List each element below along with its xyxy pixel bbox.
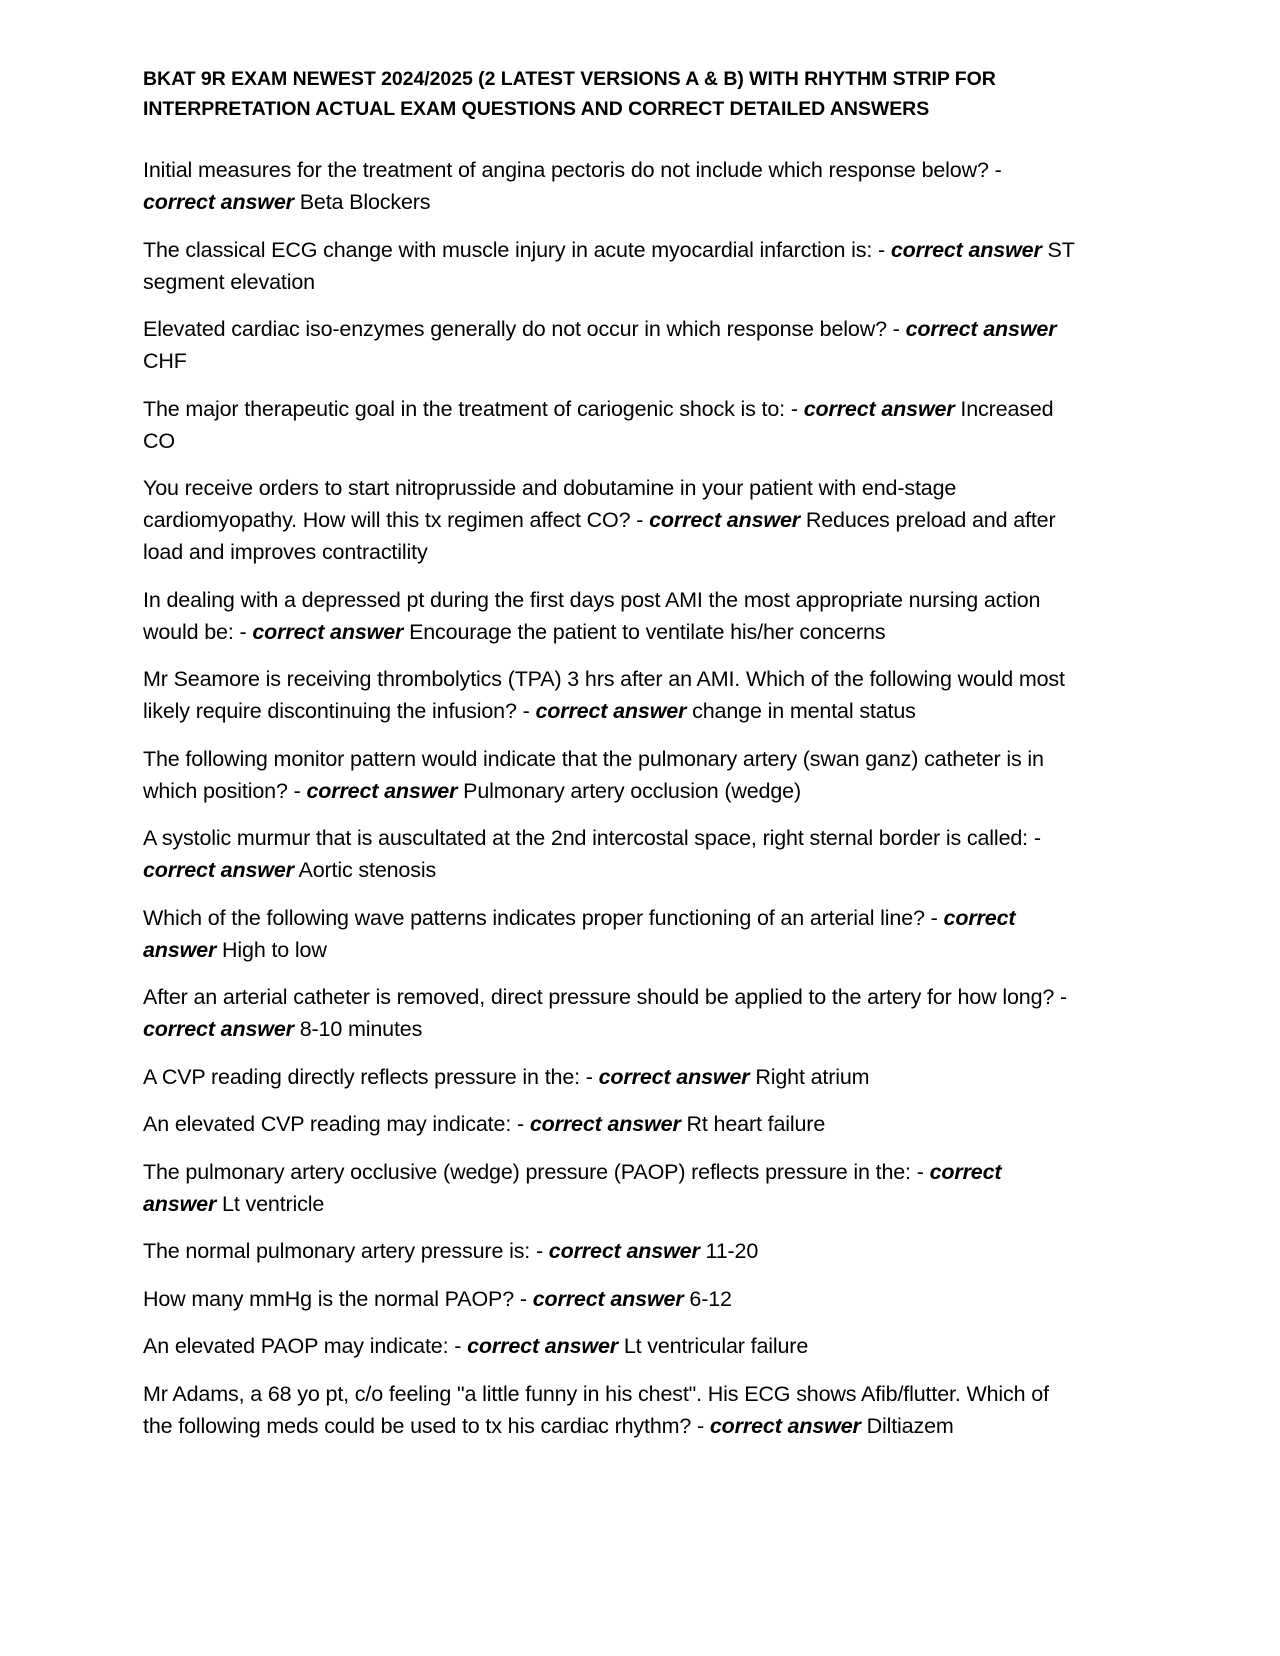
correct-answer-marker: correct answer: [709, 1413, 861, 1438]
qa-separator: -: [872, 237, 891, 262]
question-text: The normal pulmonary artery pressure is:: [143, 1239, 531, 1263]
answer-text: Reduces preload and after load and improves contractility: [143, 508, 1056, 564]
qa-separator: -: [448, 1334, 468, 1358]
qa-separator: -: [1028, 826, 1041, 850]
question-text: In dealing with a depressed pt during the first days post AMI the most appropriate nursing action would be:: [143, 587, 1041, 644]
question-text: The following monitor pattern would indicate that the pulmonary artery (swan ganz) catheter is in which position?: [143, 746, 1044, 803]
question-text: An elevated PAOP may indicate:: [143, 1334, 449, 1358]
qa-block: [143, 584, 1075, 648]
question-text: The major therapeutic goal in the treatment of cariogenic shock is to:: [143, 396, 786, 421]
qa-block: [143, 234, 1075, 298]
correct-answer-marker: correct answer: [890, 237, 1042, 262]
qa-block: [143, 981, 1075, 1045]
answer-text: CHF: [143, 349, 187, 373]
qa-block: [143, 822, 1075, 886]
correct-answer-marker: correct answer: [529, 1112, 681, 1136]
correct-answer-marker: correct answer: [598, 1064, 750, 1089]
answer-text: Beta Blockers: [299, 190, 431, 214]
question-text: An elevated CVP reading may indicate:: [143, 1112, 512, 1136]
question-text: Mr Adams, a 68 yo pt, c/o feeling "a little funny in his chest". His ECG shows Afib/flutter. Which of the following meds could be used to tx his cardiac rhythm?: [143, 1381, 1049, 1438]
qa-separator: -: [511, 1112, 530, 1136]
correct-answer-marker: correct answer: [252, 619, 404, 644]
qa-block: [143, 1108, 1075, 1140]
answer-text: Increased CO: [143, 396, 1054, 453]
qa-separator: -: [924, 905, 944, 930]
question-answer-list: [143, 154, 1075, 1442]
question-text: A systolic murmur that is auscultated at the 2nd intercostal space, right sternal border is called:: [143, 826, 1029, 850]
correct-answer-marker: correct answer: [143, 190, 294, 214]
qa-separator: -: [630, 508, 650, 532]
qa-block: [143, 743, 1075, 807]
qa-block: [143, 154, 1075, 218]
qa-separator: -: [691, 1413, 710, 1438]
qa-block: [143, 1330, 1075, 1362]
correct-answer-marker: correct answer: [143, 858, 294, 882]
correct-answer-marker: correct answer: [143, 905, 1016, 962]
question-text: A CVP reading directly reflects pressure in the:: [143, 1064, 580, 1089]
correct-answer-marker: correct answer: [143, 1017, 294, 1041]
question-text: After an arterial catheter is removed, direct pressure should be applied to the artery for how long?: [143, 985, 1055, 1009]
qa-separator: -: [1054, 985, 1068, 1009]
question-text: Which of the following wave patterns indicates proper functioning of an arterial line?: [143, 905, 925, 930]
answer-text: Lt ventricular failure: [623, 1334, 809, 1358]
question-text: Mr Seamore is receiving thrombolytics (TPA) 3 hrs after an AMI. Which of the following would most likely require discontinuing the infusion?: [143, 667, 1065, 723]
qa-block: [143, 1283, 1075, 1315]
question-text: The pulmonary artery occlusive (wedge) pressure (PAOP) reflects pressure in the:: [143, 1159, 911, 1184]
qa-block: [143, 393, 1075, 457]
answer-text: 11-20: [705, 1239, 759, 1263]
answer-text: Rt heart failure: [686, 1112, 826, 1136]
qa-block: [143, 1061, 1075, 1093]
qa-separator: -: [988, 158, 1002, 182]
correct-answer-marker: correct answer: [905, 317, 1057, 341]
correct-answer-marker: correct answer: [803, 396, 955, 421]
qa-separator: -: [516, 699, 536, 723]
correct-answer-marker: correct answer: [467, 1334, 618, 1358]
answer-text: 6-12: [689, 1286, 732, 1311]
qa-block: [143, 902, 1075, 966]
correct-answer-marker: correct answer: [306, 778, 458, 803]
qa-separator: -: [785, 396, 804, 421]
question-text: Elevated cardiac iso-enzymes generally do not occur in which response below?: [143, 317, 887, 341]
question-text: Initial measures for the treatment of angina pectoris do not include which response below?: [143, 158, 989, 182]
qa-block: [143, 1235, 1075, 1267]
qa-separator: -: [514, 1286, 533, 1311]
answer-text: Aortic stenosis: [298, 858, 437, 882]
document-content: [143, 64, 1075, 1442]
answer-text: High to low: [222, 937, 327, 962]
qa-block: [143, 313, 1075, 377]
correct-answer-marker: correct answer: [548, 1239, 700, 1263]
qa-separator: -: [530, 1239, 549, 1263]
answer-text: Lt ventricle: [222, 1191, 325, 1216]
answer-text: Diltiazem: [866, 1413, 954, 1438]
question-text: How many mmHg is the normal PAOP?: [143, 1286, 515, 1311]
answer-text: Pulmonary artery occlusion (wedge): [463, 778, 801, 803]
qa-separator: -: [910, 1159, 930, 1184]
qa-separator: -: [579, 1064, 599, 1089]
qa-block: [143, 472, 1075, 568]
answer-text: 8-10 minutes: [299, 1017, 423, 1041]
qa-block: [143, 663, 1075, 727]
qa-separator: -: [287, 778, 307, 803]
answer-text: Right atrium: [755, 1064, 870, 1089]
qa-block: [143, 1378, 1075, 1442]
qa-separator: -: [233, 619, 253, 644]
answer-text: Encourage the patient to ventilate his/her concerns: [409, 619, 886, 644]
answer-text: ST segment elevation: [143, 237, 1075, 294]
qa-block: [143, 1156, 1075, 1220]
correct-answer-marker: correct answer: [649, 508, 800, 532]
correct-answer-marker: correct answer: [143, 1159, 1002, 1216]
qa-separator: -: [886, 317, 906, 341]
correct-answer-marker: correct answer: [532, 1286, 684, 1311]
question-text: The classical ECG change with muscle injury in acute myocardial infarction is:: [143, 237, 873, 262]
question-text: You receive orders to start nitroprusside and dobutamine in your patient with end-stage cardiomyopathy. How will this tx regimen affect CO?: [143, 476, 957, 532]
answer-text: change in mental status: [692, 699, 916, 723]
page-title: BKAT 9R EXAM NEWEST 2024/2025 (2 LATEST VERSIONS A & B) WITH RHYTHM STRIP FOR INTERPRETATION ACTUAL EXAM QUESTIONS AND CORRECT DETAILED ANSWERS: [143, 68, 996, 120]
correct-answer-marker: correct answer: [535, 699, 687, 723]
